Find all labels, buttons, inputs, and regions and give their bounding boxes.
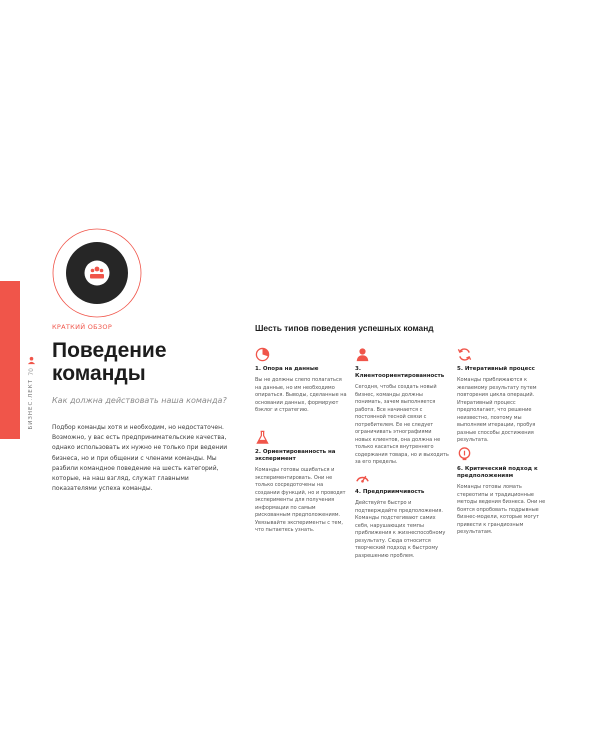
intro-paragraph: Подбор команды хотя и необходим, но недостаточен. Возможно, у вас есть предпринимательские качества, однако использовать их нужно не только при ведении бизнеса, но и при общении с членами команды. Мы разбили командное поведение на шесть категорий, которые, на наш взгляд, служат главными показателями успеха команды. [52,424,228,493]
team-emblem-icon [52,228,142,318]
journal-name: БИЗНЕС.ЛЕКТ [28,378,34,430]
behavior-item-experiment [255,430,349,535]
behavior-title: 2. Ориентированность на эксперимент [255,449,336,463]
page-number: 70 [27,368,35,376]
behavior-text: Команды готовы ошибаться и экспериментировать. Они не только сосредоточены на создании функций, но и проводят эксперименты для получения информации по самым рискованным предположениям. Увязывайте эксперименты с тем, что пытаетесь узнать. [255,467,346,534]
types-heading: Шесть типов поведения успешных команд [255,323,434,333]
side-accent-bar [0,281,20,439]
behavior-text: Вы не должны слепо полагаться на данные, но им необходимо опираться. Выводы, сделанные на основании данных, формируют бэклог и стратегию. [255,377,347,414]
section-label: КРАТКИЙ ОБЗОР [52,323,113,331]
behavior-item-critical [457,447,551,537]
lightbulb-icon [457,447,472,462]
behavior-item-enterprise [355,470,449,560]
page-subtitle: Как должна действовать наша команда? [52,396,227,405]
behavior-item-data [255,347,349,415]
behavior-title: 6. Критический подход к предположениям [457,466,538,480]
behavior-text: Сегодня, чтобы создать новый бизнес, команды должны понимать, зачем выполняется работа. Все начинается с постоянной тесной связи с потребителем. Ее не следует ограничивать этнографиями новых клиентов, она должна не только касаться внутреннего содержания товара, но и выходить за его пределы. [355,384,449,466]
behavior-text: Команды готовы ломать стереотипы и традиционные методы ведения бизнеса. Они не боятся опробовать подрывные бизнес-модели, которые могут привести к грандиозным результатам. [457,484,546,536]
behavior-title: 5. Итеративный процесс [457,366,535,372]
cycle-icon [457,347,472,362]
behavior-text: Действуйте быстро и подтверждайте предположения. Команды подстегивают самих себя, нарушающих темпы приближения к жизнеспособному результату. Сюда относится творческий подход к быстрому разрешению проблем. [355,500,446,559]
behavior-title: 3. Клиентоориентированность [355,366,445,380]
flask-icon [255,430,270,445]
team-icon [27,356,36,365]
behavior-title: 1. Опора на данные [255,366,319,372]
behavior-item-customer [355,347,449,467]
pie-chart-icon [255,347,270,362]
behavior-title: 4. Предприимчивость [355,489,425,495]
side-journal-tag [24,356,38,429]
behavior-text: Команды приближаются к желаемому результату путем повторения цикла операций. Итеративный процесс предполагает, что решение неизвестно, поэтому мы выполняем итерации, пробуя разные способы достижения результата. [457,377,537,444]
gauge-icon [355,470,370,485]
behavior-item-iteration [457,347,551,445]
user-icon [355,347,370,362]
page-title: Поведение команды [52,339,167,385]
